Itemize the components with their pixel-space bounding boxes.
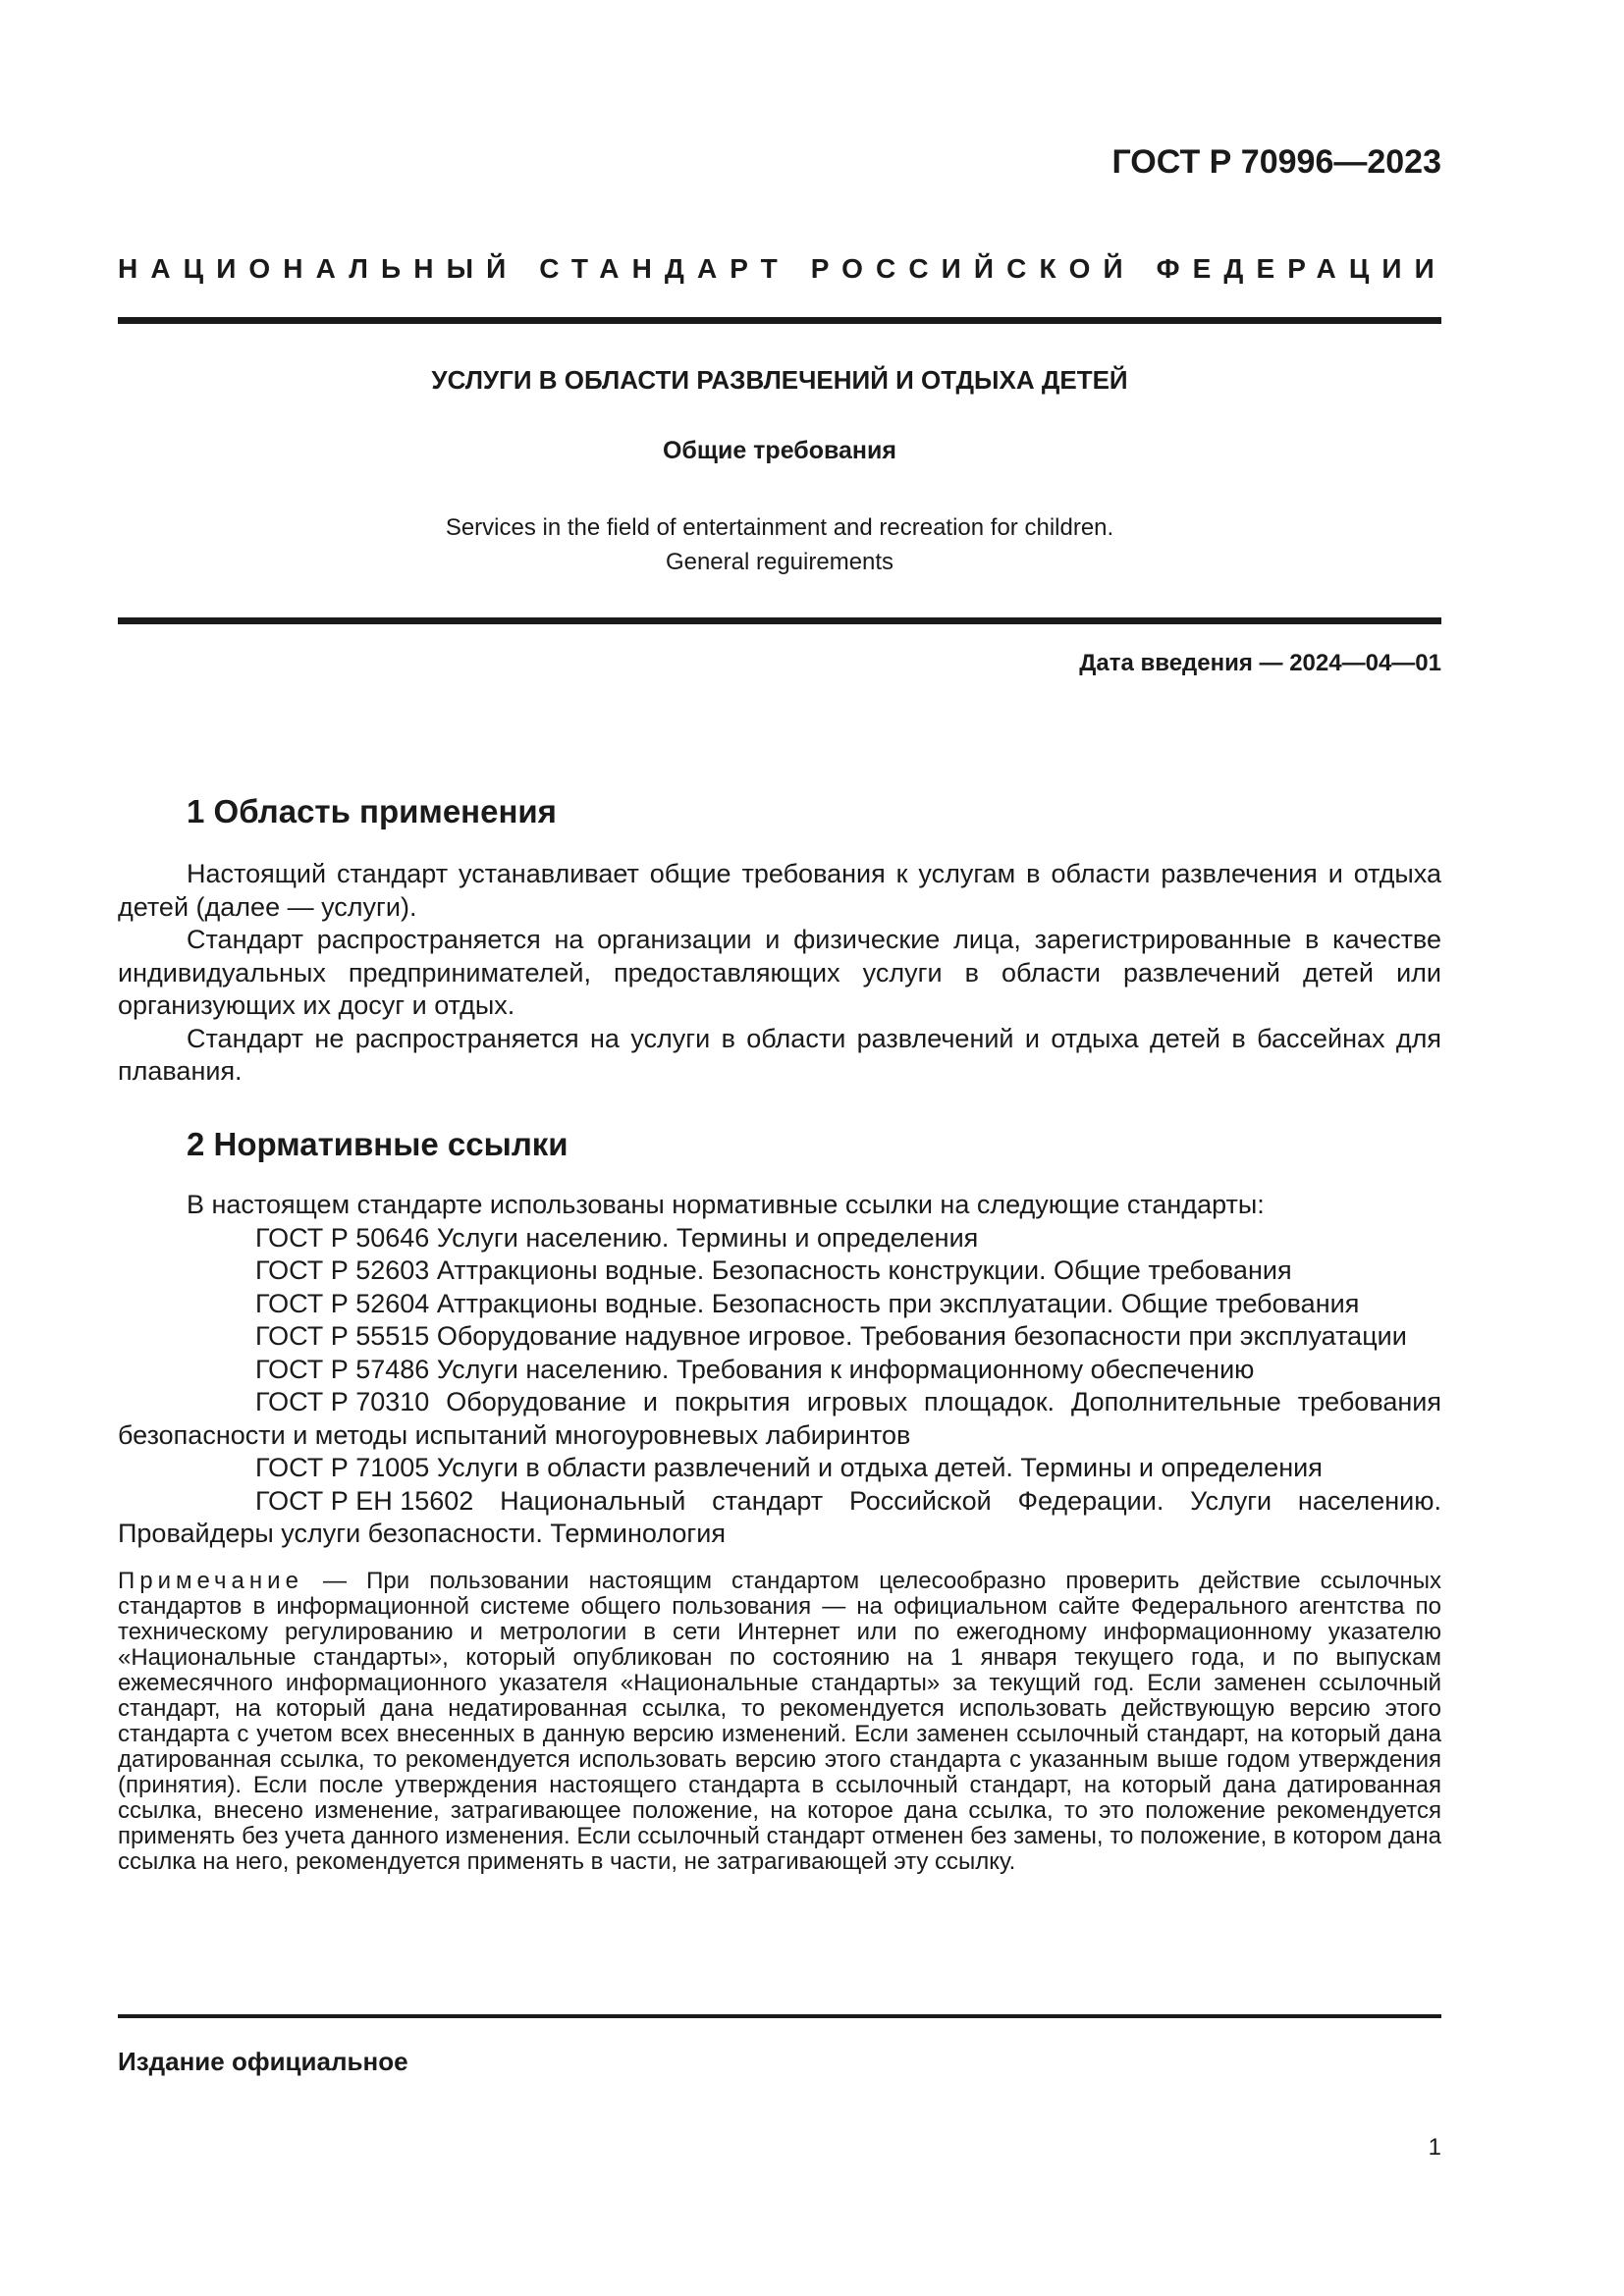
introduction-date: Дата введения — 2024—04—01 xyxy=(1079,650,1441,676)
document-subtitle: Общие требования xyxy=(662,437,896,464)
note xyxy=(118,1569,1441,1875)
section-1-body xyxy=(118,858,1441,1089)
national-standard-banner: НАЦИОНАЛЬНЫЙ СТАНДАРТ РОССИЙСКОЙ ФЕДЕРАЦИИ xyxy=(118,253,1447,284)
reference-code: ГОСТ Р 52603 xyxy=(255,1255,430,1285)
reference-title: Услуги населению. Требования к информационному обеспечению xyxy=(436,1354,1255,1384)
section-heading: 2 Нормативные ссылки xyxy=(187,1126,568,1162)
section-1-heading-wrap xyxy=(118,795,1441,828)
reference-item xyxy=(118,1354,1441,1387)
english-title-line-1: Services in the field of entertainment and recreation for children. xyxy=(445,514,1114,541)
reference-item xyxy=(118,1320,1441,1354)
note-text: — При пользовании настоящим стандартом целесообразно проверить действие ссылочных стандартов в информационной системе общего пользования — на официальном сайте Федерального агентства по техническому регулированию и метрологии в сети Интернет или по ежегодному информационному указателю «Национальные стандарты», который опубликован по состоянию на 1 января текущего года, и по выпускам ежемесячного информационного указателя «Национальные стандарты» за текущий год. Если заменен ссылочный стандарт, на который дана недатированная ссылка, то рекомендуется использовать действующую версию этого стандарта с учетом всех внесенных в данную версию изменений. Если заменен ссылочный стандарт, на который дана датированная ссылка, то рекомендуется использовать версию этого стандарта с указанным выше годом утверждения (принятия). Если после утверждения настоящего стандарта в ссылочный стандарт, на который дана датированная ссылка, внесено изменение, затрагивающее положение, на которое дана ссылка, то это положение рекомендуется применять без учета данного изменения. Если ссылочный стандарт отменен без замены, то положение, в котором дана ссылка на него, рекомендуется применять в части, не затрагивающей эту ссылку. xyxy=(118,1568,1441,1875)
english-title-line-2: General reguirements xyxy=(665,549,894,575)
top-divider xyxy=(118,317,1441,324)
reference-item xyxy=(118,1485,1441,1551)
section-2-body xyxy=(118,1189,1441,1551)
reference-code: ГОСТ Р 55515 xyxy=(255,1321,430,1351)
section-heading: 1 Область применения xyxy=(187,793,557,829)
title-divider xyxy=(118,617,1441,624)
paragraph: Стандарт распространяется на организации и физические лица, зарегистрированные в качестве индивидуальных предпринимателей, предоставляющих услуги в области развлечений детей или организующих их досуг и отдых. xyxy=(118,925,1441,1020)
reference-code: ГОСТ Р 70310 xyxy=(255,1387,430,1416)
reference-title: Оборудование надувное игровое. Требования безопасности при эксплуатации xyxy=(436,1321,1407,1351)
page-number: 1 xyxy=(1428,2134,1441,2161)
reference-title: Услуги населению. Термины и определения xyxy=(436,1222,979,1253)
reference-title: Аттракционы водные. Безопасность при эксплуатации. Общие требования xyxy=(436,1288,1360,1318)
reference-code: ГОСТ Р ЕН 15602 xyxy=(255,1485,474,1516)
reference-title: Аттракционы водные. Безопасность конструкции. Общие требования xyxy=(436,1255,1292,1285)
reference-code: ГОСТ Р 71005 xyxy=(255,1453,430,1482)
reference-code: ГОСТ Р 52604 xyxy=(255,1288,430,1318)
gost-code: ГОСТ Р 70996—2023 xyxy=(1111,143,1441,181)
english-title xyxy=(118,510,1441,579)
section-2-heading-wrap xyxy=(118,1128,1441,1161)
paragraph: Настоящий стандарт устанавливает общие требования к услугам в области развлечения и отдыха детей (далее — услуги). xyxy=(118,859,1441,922)
reference-item xyxy=(118,1222,1441,1255)
reference-code: ГОСТ Р 50646 xyxy=(255,1222,430,1253)
reference-title: Оборудование и покрытия игровых площадок. Дополнительные требования безопасности и методы испытаний многоуровневых лабиринтов xyxy=(118,1387,1441,1450)
reference-item xyxy=(118,1255,1441,1288)
reference-title: Национальный стандарт Российской Федерации. Услуги населению. Провайдеры услуги безопасности. Терминология xyxy=(118,1485,1441,1548)
document-title: УСЛУГИ В ОБЛАСТИ РАЗВЛЕЧЕНИЙ И ОТДЫХА ДЕТЕЙ xyxy=(431,365,1128,395)
note-label: Примечание xyxy=(118,1568,303,1594)
reference-title: Услуги в области развлечений и отдыха детей. Термины и определения xyxy=(436,1453,1323,1482)
reference-item xyxy=(118,1452,1441,1485)
footer-divider xyxy=(118,2014,1441,2018)
reference-code: ГОСТ Р 57486 xyxy=(255,1354,430,1384)
reference-item xyxy=(118,1386,1441,1452)
reference-item xyxy=(118,1288,1441,1321)
edition-label: Издание официальное xyxy=(118,2047,408,2076)
paragraph: Стандарт не распространяется на услуги в области развлечений и отдыха детей в бассейнах для плавания. xyxy=(118,1023,1441,1086)
paragraph: В настоящем стандарте использованы нормативные ссылки на следующие стандарты: xyxy=(187,1190,1265,1219)
